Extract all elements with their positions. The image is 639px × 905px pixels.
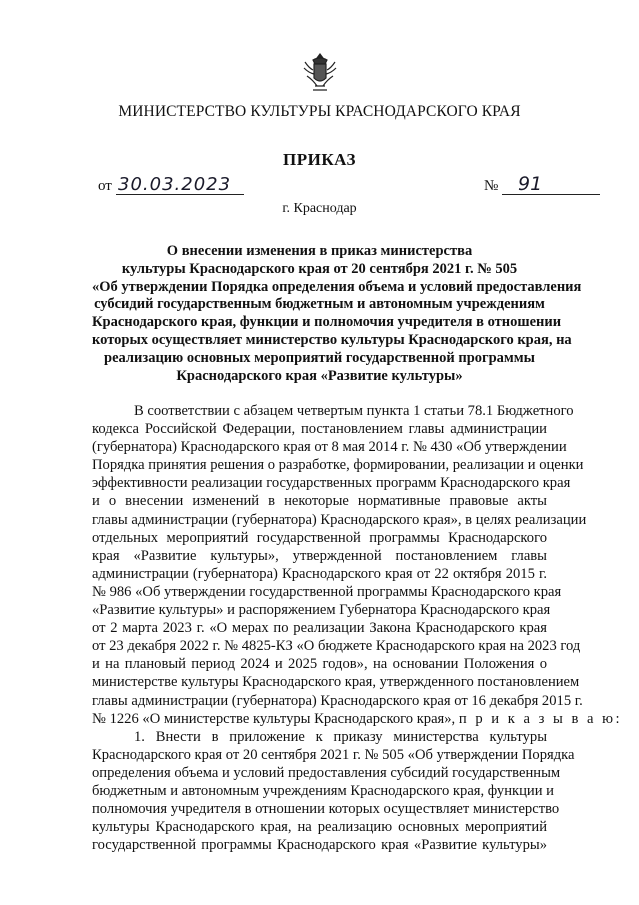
body-line: и о внесении изменений в некоторые нормативные правовые акты	[92, 493, 547, 510]
heading-line: Краснодарского края «Развитие культуры»	[176, 367, 463, 384]
order-heading	[92, 243, 582, 385]
body-line: культуры Краснодарского края, на реализацию основных мероприятий	[92, 819, 547, 836]
order-date: 30.03.2023	[118, 174, 232, 195]
body-line: от 23 декабря 2022 г. № 4825-КЗ «О бюджете Краснодарского края на 2023 год	[92, 638, 581, 655]
body-line: министерстве культуры Краснодарского края, утвержденного постановлением	[92, 674, 580, 691]
date-prefix: от	[98, 178, 112, 194]
body-line: главы администрации (губернатора) Краснодарского края», в целях реализации	[92, 511, 587, 528]
body-line: Порядка принятия решения о разработке, формировании, реализации и оценки	[92, 457, 584, 474]
order-body	[92, 402, 623, 854]
heading-line: Краснодарского края, функции и полномочия учредителя в отношении	[92, 314, 562, 331]
order-number: 91	[518, 173, 543, 195]
coat-of-arms-icon	[301, 50, 339, 96]
ministry-name: МИНИСТЕРСТВО КУЛЬТУРЫ КРАСНОДАРСКОГО КРАЯ	[118, 103, 521, 120]
heading-line: «Об утверждении Порядка определения объема и условий предоставления	[92, 278, 582, 295]
body-line: государственной программы Краснодарского края «Развитие культуры»	[92, 837, 547, 854]
body-line: кодекса Российской Федерации, постановлением главы администрации	[92, 421, 547, 438]
body-line: полномочия учредителя в отношении которых осуществляет министерство	[92, 801, 560, 818]
order-title: ПРИКАЗ	[283, 150, 356, 169]
body-line: № 986 «Об утверждении государственной программы Краснодарского края	[92, 583, 562, 600]
body-line: от 2 марта 2023 г. «О мерах по реализации Закона Краснодарского края	[92, 620, 547, 637]
body-line: определения объема и условий предоставления субсидий государственным	[92, 764, 561, 781]
heading-line: О внесении изменения в приказ министерства	[166, 243, 473, 259]
body-line: В соответствии с абзацем четвертым пункта 1 статьи 78.1 Бюджетного	[134, 403, 574, 419]
body-line: бюджетным и автономным учреждениям Краснодарского края, функции и	[92, 782, 554, 799]
city: г. Краснодар	[282, 201, 357, 216]
body-line: Краснодарского края от 20 сентября 2021 г. № 505 «Об утверждении Порядка	[92, 746, 575, 763]
heading-line: которых осуществляет министерство культуры Краснодарского края, на	[92, 331, 572, 348]
body-line: эффективности реализации государственных программ Краснодарского края	[92, 475, 571, 492]
number-underline	[502, 194, 600, 195]
body-line: администрации (губернатора) Краснодарского края от 22 октября 2015 г.	[92, 565, 547, 582]
heading-line: культуры Краснодарского края от 20 сентября 2021 г. № 505	[121, 260, 518, 277]
body-line: и на плановый период 2024 и 2025 годов», на основании Положения о	[92, 656, 547, 673]
body-line-decree	[92, 710, 623, 728]
body-line: главы администрации (губернатора) Краснодарского края от 16 декабря 2015 г.	[92, 692, 583, 709]
body-line: края «Развитие культуры», утвержденной постановлением главы	[92, 547, 547, 564]
body-line: «Развитие культуры» и распоряжением Губернатора Краснодарского края	[92, 602, 551, 619]
body-line: отдельных мероприятий государственной программы Краснодарского	[92, 529, 547, 546]
heading-line: реализацию основных мероприятий государственной программы	[104, 349, 535, 366]
body-line-text: № 1226 «О министерстве культуры Краснодарского края»,	[92, 710, 459, 727]
decree-word: п р и к а з ы в а ю:	[458, 710, 623, 727]
body-line: (губернатора) Краснодарского края от 8 мая 2014 г. № 430 «Об утверждении	[92, 439, 567, 456]
body-line: 1. Внести в приложение к приказу министерства культуры	[134, 728, 547, 745]
date-number-row	[98, 175, 599, 199]
heading-line: субсидий государственным бюджетным и автономным учреждениям	[94, 296, 545, 313]
number-prefix: №	[484, 178, 499, 194]
